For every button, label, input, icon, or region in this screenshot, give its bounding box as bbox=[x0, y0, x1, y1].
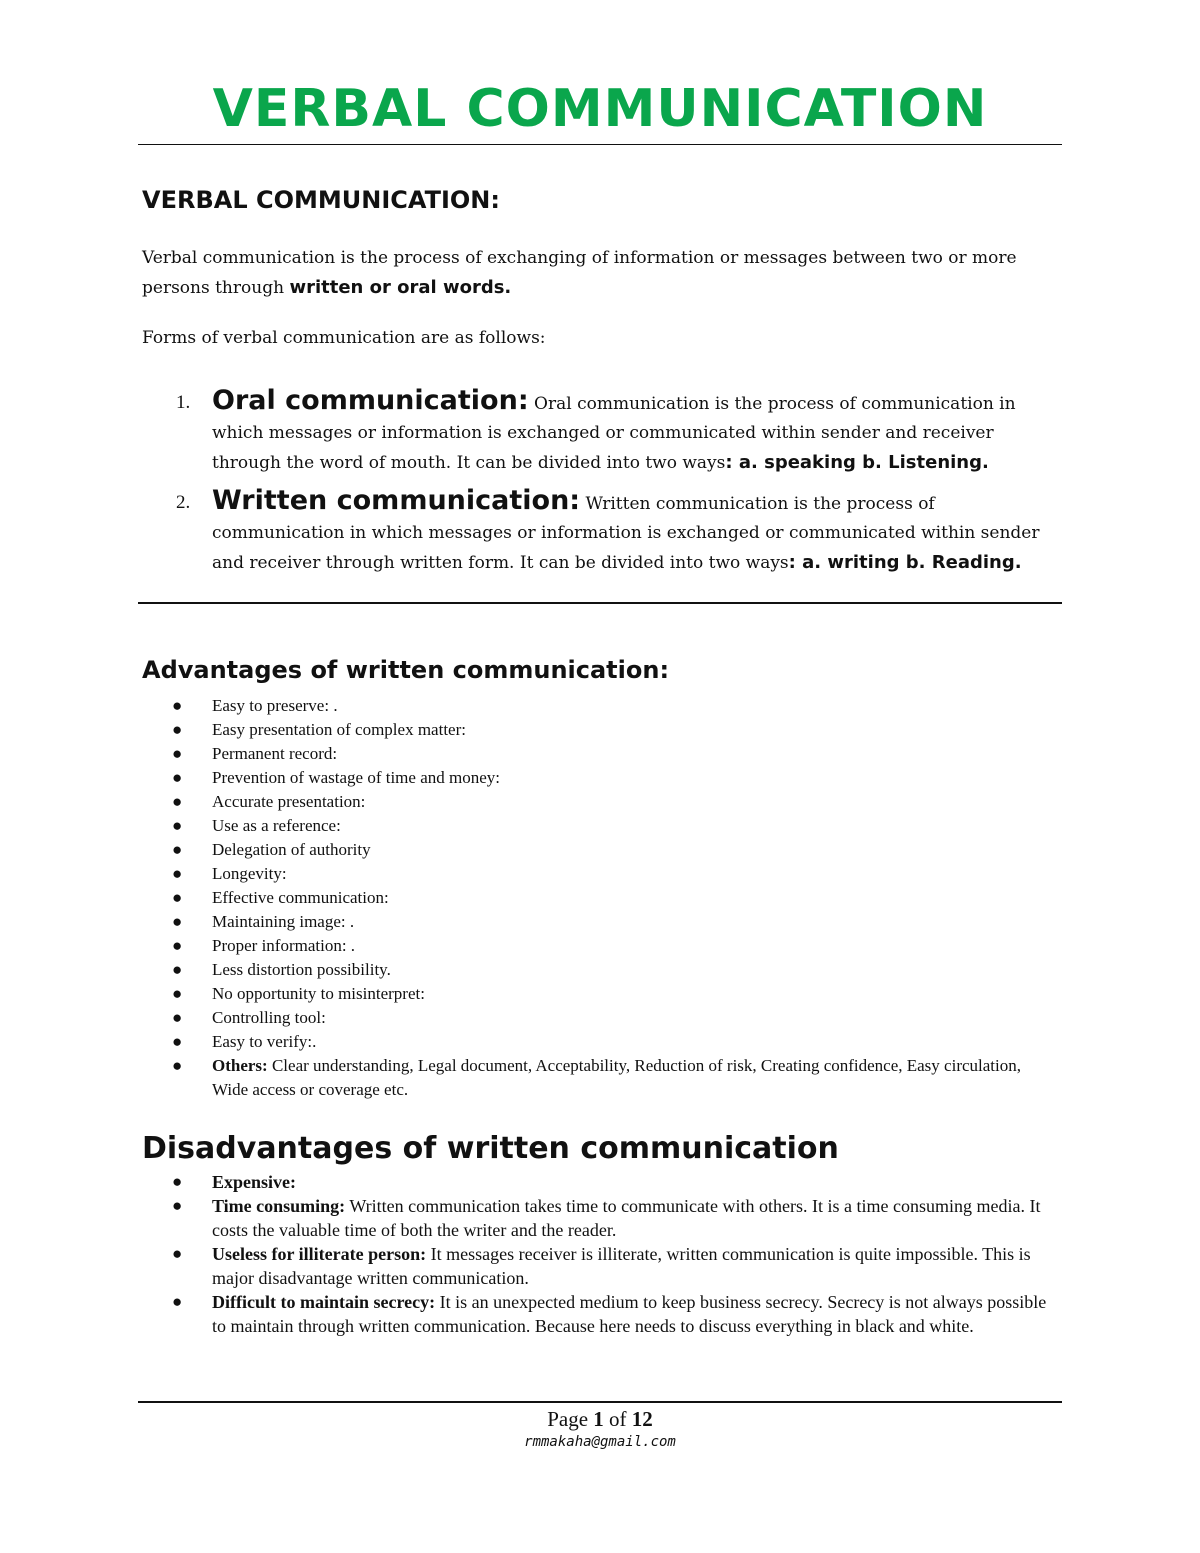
bullet-icon: ● bbox=[172, 768, 183, 787]
footer-email: rmmakaha@gmail.com bbox=[524, 1434, 676, 1450]
disadvantages-list bbox=[170, 1170, 1050, 1338]
bullet-icon: ● bbox=[172, 936, 183, 955]
list-item: ● Controlling tool: bbox=[170, 1006, 1050, 1030]
list-item: ● Accurate presentation: bbox=[170, 790, 1050, 814]
forms-list bbox=[170, 386, 1050, 586]
bullet-icon: ● bbox=[172, 840, 183, 859]
page-word: Page bbox=[547, 1407, 589, 1431]
bullet-icon: ● bbox=[172, 888, 183, 907]
bullet-icon: ● bbox=[172, 1172, 183, 1191]
page-total: 12 bbox=[631, 1407, 653, 1431]
section-divider bbox=[138, 602, 1062, 604]
list-item: ● Expensive: bbox=[172, 1172, 297, 1192]
bullet-icon: ● bbox=[172, 1196, 183, 1215]
intro-heading: VERBAL COMMUNICATION: bbox=[142, 186, 500, 214]
bullet-icon: ● bbox=[172, 1244, 183, 1263]
title-divider bbox=[138, 144, 1062, 145]
bullet-icon: ● bbox=[172, 792, 183, 811]
bullet-icon: ● bbox=[172, 864, 183, 883]
list-item: ● No opportunity to misinterpret: bbox=[170, 982, 1050, 1006]
list-item: ● Easy to preserve: . bbox=[170, 694, 1050, 718]
others-label: Others: bbox=[212, 1056, 268, 1075]
list-item: ● Easy to verify:. bbox=[170, 1030, 1050, 1054]
list-item bbox=[170, 1054, 1050, 1102]
page-number: 1 bbox=[593, 1407, 604, 1431]
page-indicator bbox=[0, 1405, 1200, 1433]
advantages-list bbox=[170, 694, 1050, 1102]
list-item bbox=[170, 486, 1050, 578]
list-item: ● Time consuming: Written communication takes time to communicate with others. It is a time consuming media. It costs the valuable time of both the writer and the reader. bbox=[172, 1196, 1041, 1240]
list-item: ● Effective communication: bbox=[170, 886, 1050, 910]
bullet-icon: ● bbox=[172, 1008, 183, 1027]
bullet-icon: ● bbox=[172, 984, 183, 1003]
list-item: ● Longevity: bbox=[170, 862, 1050, 886]
of-word: of bbox=[609, 1407, 627, 1431]
list-item: ● Easy presentation of complex matter: bbox=[170, 718, 1050, 742]
list-marker: 2. bbox=[176, 492, 191, 513]
bullet-icon: ● bbox=[172, 1056, 183, 1075]
list-item: ● Proper information: . bbox=[170, 934, 1050, 958]
bullet-icon: ● bbox=[172, 960, 183, 979]
form-term: Written communication: bbox=[212, 485, 581, 516]
list-marker: 1. bbox=[176, 392, 191, 413]
advantages-heading: Advantages of written communication: bbox=[142, 656, 670, 684]
others-text: Clear understanding, Legal document, Acceptability, Reduction of risk, Creating confidence, Easy circulation, Wide access or coverage etc. bbox=[212, 1056, 1021, 1099]
definition-emphasis: written or oral words. bbox=[289, 277, 512, 298]
bullet-icon: ● bbox=[172, 696, 183, 715]
form-ways: : a. writing b. Reading. bbox=[788, 552, 1022, 573]
list-item bbox=[170, 386, 1050, 478]
definition-text: Verbal communication is the process of exchanging of information or messages between two or more persons through bbox=[142, 248, 1017, 298]
list-item: ● Useless for illiterate person: It messages receiver is illiterate, written communication is quite impossible. This is major disadvantage written communication. bbox=[172, 1244, 1031, 1288]
form-term: Oral communication: bbox=[212, 385, 529, 416]
form-ways: : a. speaking b. Listening. bbox=[725, 452, 989, 473]
list-item: ● Delegation of authority bbox=[170, 838, 1050, 862]
document-title: VERBAL COMMUNICATION bbox=[212, 79, 988, 139]
disadvantages-heading: Disadvantages of written communication bbox=[142, 1131, 839, 1166]
bullet-icon: ● bbox=[172, 1292, 183, 1311]
bullet-icon: ● bbox=[172, 816, 183, 835]
list-item: ● Less distortion possibility. bbox=[170, 958, 1050, 982]
footer-divider bbox=[138, 1401, 1062, 1403]
list-item: ● Use as a reference: bbox=[170, 814, 1050, 838]
form-description: Written communication is the process of communication in which messages or information is exchanged or communicated within sender and receiver through written form. It can be divided into two ways bbox=[212, 494, 1040, 573]
list-item: ● Difficult to maintain secrecy: It is an unexpected medium to keep business secrecy. Secrecy is not always possible to maintain through written communication. Because here needs to discuss everything in black and white. bbox=[172, 1292, 1047, 1336]
bullet-icon: ● bbox=[172, 720, 183, 739]
list-item: ● Prevention of wastage of time and money: bbox=[170, 766, 1050, 790]
list-item: ● Permanent record: bbox=[170, 742, 1050, 766]
bullet-icon: ● bbox=[172, 744, 183, 763]
bullet-icon: ● bbox=[172, 912, 183, 931]
bullet-icon: ● bbox=[172, 1032, 183, 1051]
form-description: Oral communication is the process of communication in which messages or information is exchanged or communicated within sender and receiver through the word of mouth. It can be divided into two ways bbox=[212, 394, 1016, 473]
forms-intro: Forms of verbal communication are as follows: bbox=[142, 328, 546, 348]
list-item: ● Maintaining image: . bbox=[170, 910, 1050, 934]
definition-paragraph bbox=[142, 244, 1042, 303]
